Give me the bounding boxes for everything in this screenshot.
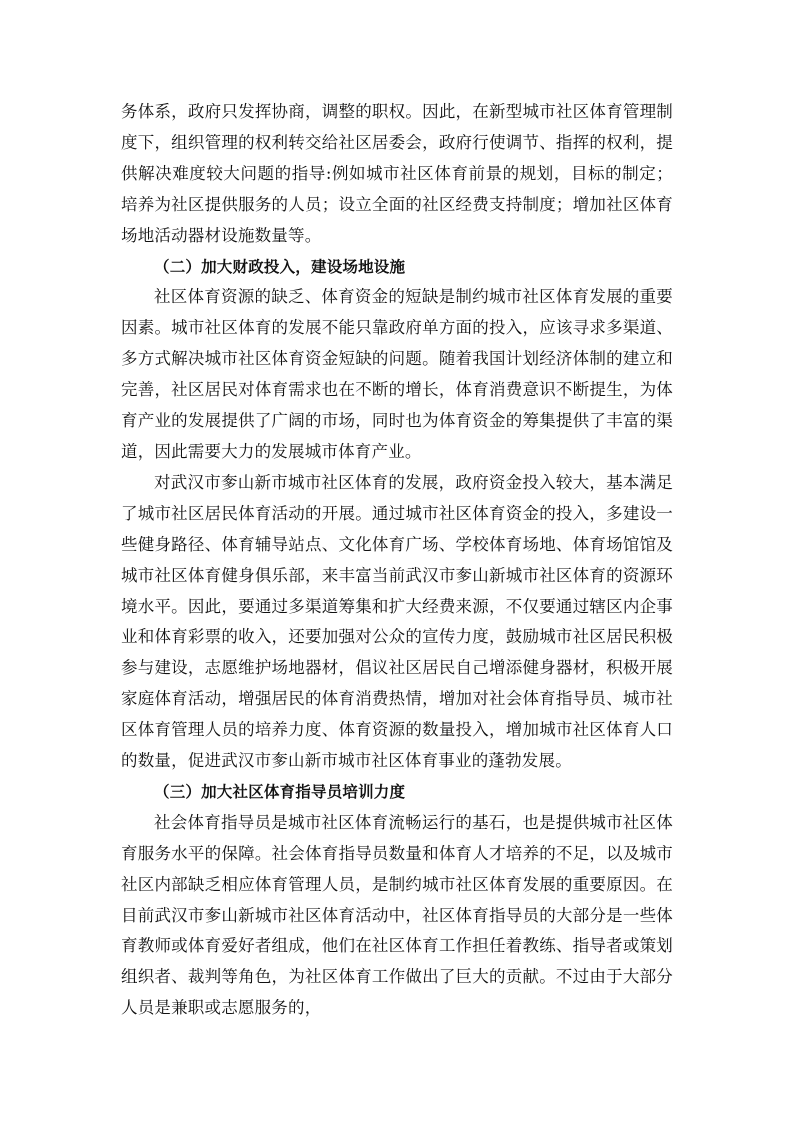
paragraph-2a: 社区体育资源的缺乏、体育资金的短缺是制约城市社区体育发展的重要因素。城市社区体育的发展不能只靠政府单方面的投入，应该寻求多渠道、多方式解决城市社区体育资金短缺的问题。随着我国计划经济体制的建立和完善，社区居民对体育需求也在不断的增长，体育消费意识不断提生，为体育产业的发展提供了广阔的市场，同时也为体育资金的筹集提供了丰富的渠道，因此需要大力的发展城市体育产业。: [121, 287, 673, 461]
section-heading-2: （二）加大财政投入，建设场地设施: [154, 257, 406, 276]
document-body: [121, 97, 673, 1024]
paragraph-continued: 务体系，政府只发挥协商，调整的职权。因此，在新型城市社区体育管理制度下，组织管理的权利转交给社区居委会，政府行使调节、指挥的权利，提供解决难度较大问题的指导:例如城市社区体育前景的规划，目标的制定；培养为社区提供服务的人员；设立全面的社区经费支持制度；增加社区体育场地活动器材设施数量等。: [121, 102, 673, 245]
paragraph-2b: 对武汉市奓山新市城市社区体育的发展，政府资金投入较大，基本满足了城市社区居民体育活动的开展。通过城市社区体育资金的投入，多建设一些健身路径、体育辅导站点、文化体育广场、学校体育场地、体育场馆馆及城市社区体育健身俱乐部，来丰富当前武汉市奓山新城市社区体育的资源环境水平。因此，要通过多渠道筹集和扩大经费来源，不仅要通过辖区内企事业和体育彩票的收入，还要加强对公众的宣传力度，鼓励城市社区居民积极参与建设，志愿维护场地器材，倡议社区居民自己增添健身器材，积极开展家庭体育活动，增强居民的体育消费热情，增加对社会体育指导员、城市社区体育管理人员的培养力度、体育资源的数量投入，增加城市社区体育人口的数量，促进武汉市奓山新市城市社区体育事业的蓬勃发展。: [121, 472, 673, 771]
section-heading-3: （三）加大社区体育指导员培训力度: [154, 782, 406, 801]
paragraph-3a: 社会体育指导员是城市社区体育流畅运行的基石，也是提供城市社区体育服务水平的保障。社会体育指导员数量和体育人才培养的不足，以及城市社区内部缺乏相应体育管理人员，是制约城市社区体育发展的重要原因。在目前武汉市奓山新城市社区体育活动中，社区体育指导员的大部分是一些体育教师或体育爱好者组成，他们在社区体育工作担任着教练、指导者或策划组织者、裁判等角色，为社区体育工作做出了巨大的贡献。不过由于大部分人员是兼职或志愿服务的，: [121, 812, 673, 1018]
